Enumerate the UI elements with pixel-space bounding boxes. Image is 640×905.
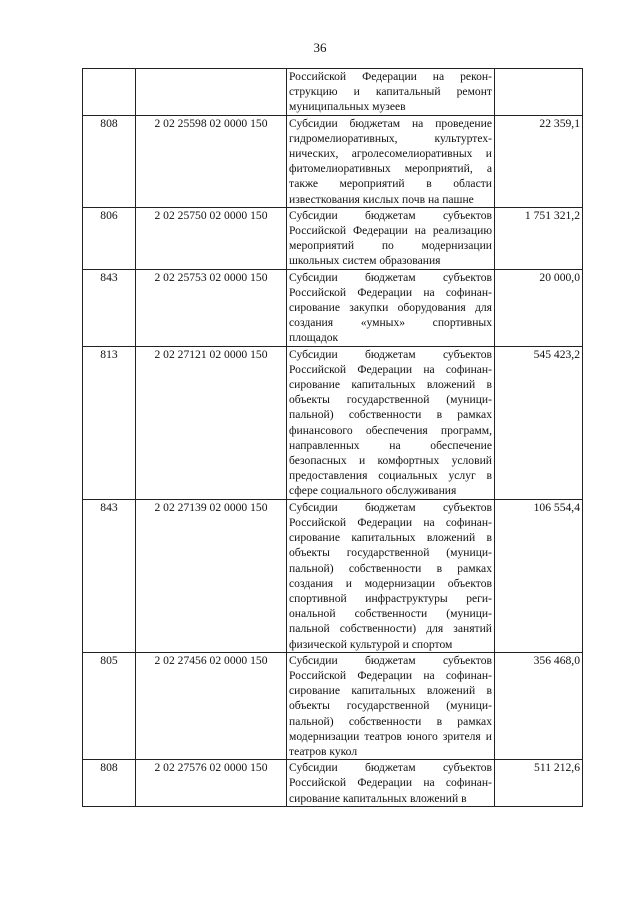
amount-cell: 20 000,0 (495, 269, 583, 346)
budget-code-cell: 2 02 25753 02 0000 150 (136, 269, 287, 346)
description-cell: Субсидии бюджетам субъектов Российской Федерации на софинансирование закупки оборудования для создания «умных» спортивных площадок (287, 269, 495, 346)
amount-cell: 22 359,1 (495, 115, 583, 207)
table-row (83, 346, 583, 499)
table-row (83, 115, 583, 207)
amount-cell: 356 468,0 (495, 652, 583, 759)
table-row (83, 652, 583, 759)
budget-code-cell: 2 02 27139 02 0000 150 (136, 499, 287, 652)
amount-cell (495, 69, 583, 116)
description-cell: Субсидии бюджетам субъектов Российской Федерации на софинансирование капитальных вложений в объекты государственной (муниципальной) собственности в рамках модернизации театров юного зрителя и театров кукол (287, 652, 495, 759)
amount-cell: 1 751 321,2 (495, 207, 583, 269)
table-row (83, 499, 583, 652)
description-cell: Российской Федерации на реконструкцию и капитальный ремонт муниципальных музеев (287, 69, 495, 116)
page-number: 36 (313, 40, 327, 55)
amount-cell: 545 423,2 (495, 346, 583, 499)
admin-code-cell: 808 (83, 760, 136, 807)
description-cell: Субсидии бюджетам на проведение гидромелиоративных, культуртехнических, агролесомелиоративных и фитомелиоративных мероприятий, а также мероприятий в области известкования кислых почв на пашне (287, 115, 495, 207)
admin-code-cell: 843 (83, 499, 136, 652)
budget-code-cell: 2 02 25750 02 0000 150 (136, 207, 287, 269)
description-cell: Субсидии бюджетам субъектов Российской Федерации на софинансирование капитальных вложений в (287, 760, 495, 807)
admin-code-cell: 808 (83, 115, 136, 207)
table-row (83, 69, 583, 116)
admin-code-cell: 805 (83, 652, 136, 759)
amount-cell: 511 212,6 (495, 760, 583, 807)
budget-code-cell (136, 69, 287, 116)
description-cell: Субсидии бюджетам субъектов Российской Федерации на софинансирование капитальных вложений в объекты государственной (муниципальной) собственности в рамках финансового обеспечения программ, направленных на обеспечение безопасных и комфортных условий предоставления социальных услуг в сфере социального обслуживания (287, 346, 495, 499)
table-row (83, 269, 583, 346)
budget-code-cell: 2 02 25598 02 0000 150 (136, 115, 287, 207)
description-cell: Субсидии бюджетам субъектов Российской Федерации на софинансирование капитальных вложений в объекты государственной (муниципальной) собственности в рамках создания и модернизации объектов спортивной инфраструктуры региональной собственности (муниципальной собственности) для занятий физической культурой и спортом (287, 499, 495, 652)
amount-cell: 106 554,4 (495, 499, 583, 652)
admin-code-cell (83, 69, 136, 116)
admin-code-cell: 813 (83, 346, 136, 499)
admin-code-cell: 843 (83, 269, 136, 346)
description-cell: Субсидии бюджетам субъектов Российской Федерации на реализацию мероприятий по модернизации школьных систем образования (287, 207, 495, 269)
budget-code-cell: 2 02 27576 02 0000 150 (136, 760, 287, 807)
budget-table (82, 68, 583, 807)
budget-code-cell: 2 02 27456 02 0000 150 (136, 652, 287, 759)
admin-code-cell: 806 (83, 207, 136, 269)
table-row (83, 760, 583, 807)
budget-code-cell: 2 02 27121 02 0000 150 (136, 346, 287, 499)
table-row (83, 207, 583, 269)
